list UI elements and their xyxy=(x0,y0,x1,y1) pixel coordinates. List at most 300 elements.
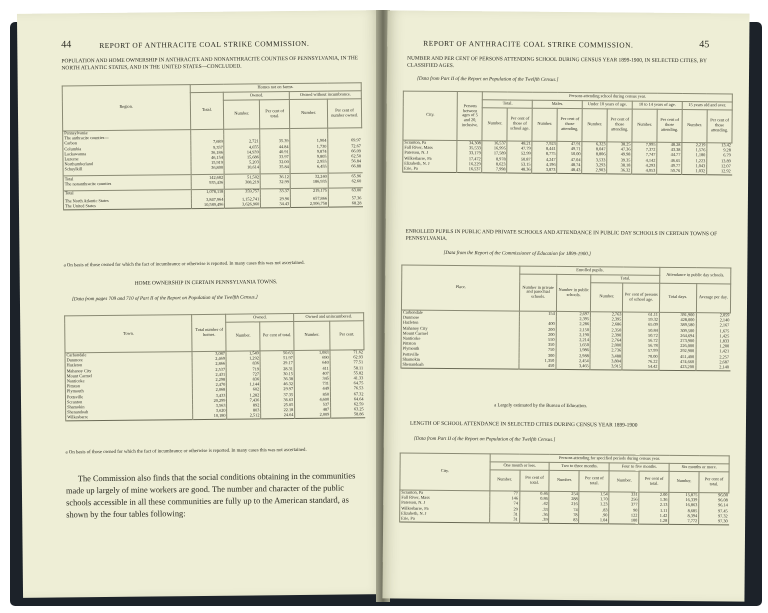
table-cell: 63.00 xyxy=(328,188,362,194)
table-cell: 25.05 xyxy=(261,403,295,409)
table-cell: 56.72 xyxy=(623,338,660,344)
table-cell: 62.93 xyxy=(330,355,364,361)
table-cell: 17,472 xyxy=(457,156,482,161)
table-cell: 57.99 xyxy=(623,349,660,355)
table-cell: 154 xyxy=(520,311,557,317)
table-cell: 56.78 xyxy=(623,343,660,349)
table-cell: 3,488 xyxy=(590,354,622,359)
col-header: Males. xyxy=(533,100,583,108)
table-cell: 2,068 xyxy=(193,388,227,394)
table-source: [Data from Part II of the Report on Population of the Twelfth Census.] xyxy=(416,76,559,83)
table-cell: 449 xyxy=(295,387,331,393)
table-cell: 5,203 xyxy=(224,160,260,166)
table-cell: 186,935 xyxy=(290,179,328,185)
col-header: Enrolled pupils. xyxy=(520,266,660,275)
table-cell: 43.38 xyxy=(657,148,682,153)
col-header: Per cent of total. xyxy=(519,470,549,491)
table-cell: 2.00 xyxy=(639,492,669,498)
table-cell: 48.28 xyxy=(657,142,682,148)
table-cell: 200 xyxy=(519,332,556,338)
row-label: The anthracite counties— xyxy=(63,135,191,142)
footnote: a On basis of those owned for which the fact of incumbrance or otherwise is reported. In many cases this was not ascertained. xyxy=(63,260,305,269)
row-label: Fall River, Mass xyxy=(400,496,490,502)
table-cell: 66.88 xyxy=(328,164,362,170)
table-cell: 2,395 xyxy=(556,317,590,322)
table-cell: 3,847,964 xyxy=(191,198,225,204)
table-cell: 474,660 xyxy=(659,359,696,365)
table-cell: 2,512 xyxy=(227,414,261,420)
row-label: Northumberland xyxy=(63,161,191,168)
table-cell: 2,697 xyxy=(556,311,590,317)
table-cell: 7,436 xyxy=(227,398,261,404)
table-cell: 48.21 xyxy=(507,141,532,147)
table-source: [Data from Part II of the Report on Population of the Twelfth Census.] xyxy=(413,436,556,443)
table-cell: 309,500 xyxy=(659,328,696,334)
table-cell: 1.54 xyxy=(579,491,609,497)
row-label: Wilkesbarre xyxy=(66,414,194,421)
table-cell: 389,580 xyxy=(659,323,696,329)
table-cell: 0.86 xyxy=(519,497,549,502)
row-label: Pittston xyxy=(65,383,193,390)
table-cell: 3,873 xyxy=(532,168,557,174)
table-cell: 288 xyxy=(549,497,579,502)
table-cell: .36 xyxy=(519,512,549,517)
table-cell: 3,433 xyxy=(193,393,227,399)
table-cell: 16,537 xyxy=(482,141,507,147)
col-header: Number in private and parochial schools. xyxy=(520,274,557,311)
col-header: Persons attending for specified periods during census year. xyxy=(490,454,729,464)
table-cell: 1,200 xyxy=(696,344,730,349)
table-cell: 53.15 xyxy=(507,162,532,167)
table-cell: 54.42 xyxy=(622,364,659,370)
table-cell: 2,214 xyxy=(556,338,590,343)
table-cell: 22.18 xyxy=(261,408,295,414)
table-cell: 50.72 xyxy=(623,333,660,339)
table-cell: 1,421 xyxy=(696,349,730,354)
table-cell: 29.97 xyxy=(261,387,295,393)
table-cell: 377 xyxy=(609,503,639,508)
table-cell: 727 xyxy=(227,372,261,378)
running-header: REPORT OF ANTHRACITE COAL STRIKE COMMISSION. xyxy=(99,38,310,51)
table-cell: 8,685 xyxy=(669,508,699,513)
col-header: One month or less. xyxy=(490,462,550,470)
body-paragraph: The Commission also finds that the social conditions obtaining in the communities made up largely of mine workers are good. The number and character of the public schools accessible in all these communities are fully up to the American standard, as shown by the four tables following: xyxy=(65,471,356,520)
table-cell: 254 xyxy=(549,491,579,497)
table-cell: 4,600 xyxy=(295,397,331,403)
row-label: Luzerne xyxy=(63,156,191,163)
table-cell: 3,465 xyxy=(556,364,590,370)
table-cell: 273,900 xyxy=(659,339,696,345)
row-label: Shamokin xyxy=(66,404,194,411)
table-cell: 836 xyxy=(226,362,260,368)
table-cell: 2,286 xyxy=(556,322,590,327)
col-header: Total number of homes. xyxy=(192,314,226,351)
table-cell: 1,425 xyxy=(696,334,730,339)
table-cell: 57.36 xyxy=(328,196,362,202)
col-header: City. xyxy=(400,453,490,491)
table-cell: 36.63 xyxy=(261,398,295,404)
table-cell: 100 xyxy=(609,518,639,524)
col-header: Per cent of those of school age. xyxy=(507,108,532,141)
table-cell: 35.39 xyxy=(260,139,290,145)
table-cell: 33.37 xyxy=(261,188,291,194)
table-cell: 3,563 xyxy=(193,404,227,410)
table-cell: 35,533 xyxy=(457,146,482,151)
table-cell: 6,455 xyxy=(290,165,328,171)
table-cell: 47.36 xyxy=(607,147,632,152)
table-cell: 68.28 xyxy=(329,201,363,207)
table-cell: 62.50 xyxy=(328,154,362,160)
table-cell: 64.75 xyxy=(330,381,364,387)
col-header: Per cent of total. xyxy=(260,321,294,350)
table-cell: 8,978 xyxy=(482,157,507,162)
table-cell: 2,721 xyxy=(224,140,260,146)
table-cell: 2,000 xyxy=(590,343,622,348)
table-cell: 64.64 xyxy=(331,397,365,403)
table-cell: 69.97 xyxy=(328,139,362,145)
table-cell: 1.04 xyxy=(579,518,609,524)
table-cell: 226,000 xyxy=(659,344,696,350)
table-cell: 32,240 xyxy=(290,174,328,180)
table-cell: 451,400 xyxy=(659,354,696,360)
footnote: a On basis of those owned for which the fact of incumbrance or otherwise is reported. In many cases this was not ascertained. xyxy=(65,447,307,456)
table-cell: 10,180 xyxy=(193,414,227,420)
table-cell: 34,308 xyxy=(457,140,482,146)
table-cell: 29.17 xyxy=(260,361,294,367)
table-cell: 44.77 xyxy=(657,153,682,158)
table-cell: 750 xyxy=(519,348,556,354)
table-length-of-attendance xyxy=(399,453,730,526)
table-cell: 4,053 xyxy=(632,168,657,174)
table-cell: 1,576 xyxy=(682,148,707,153)
table-cell: 2,257 xyxy=(696,355,730,360)
table-cell: 62.59 xyxy=(331,402,365,408)
table-cell: 1,904 xyxy=(290,139,328,145)
row-label: Schuylkill xyxy=(63,166,191,173)
col-header: Total. xyxy=(483,100,533,108)
table-cell: 50.63 xyxy=(260,350,294,356)
table-cell: 1,730 xyxy=(290,144,328,150)
table-cell: 9,874 xyxy=(290,149,328,155)
table-cell: 63.25 xyxy=(331,407,365,413)
table-cell: 256 xyxy=(609,497,639,502)
table-cell: 122 xyxy=(609,513,639,518)
col-header: Per cent of number owned. xyxy=(327,99,361,128)
table-enrolled-pupils xyxy=(400,265,731,372)
table-cell: 56.84 xyxy=(328,159,362,165)
table-cell: 550 xyxy=(519,337,556,343)
table-cell: 4,293 xyxy=(632,163,657,168)
table-cell: 97.45 xyxy=(699,509,729,514)
row-label: Erie, Pa xyxy=(400,516,490,522)
col-header: Per cent of total. xyxy=(699,472,729,493)
table-cell: 1.70 xyxy=(579,497,609,502)
table-cell: 1.23 xyxy=(579,502,609,507)
table-cell: 4,196 xyxy=(532,162,557,167)
table-cell: 36,186 xyxy=(190,150,224,156)
table-home-ownership-counties xyxy=(62,82,363,210)
col-header: Owned without incumbrance. xyxy=(289,91,361,100)
row-label: Nanticoke xyxy=(65,378,193,385)
row-label: Scranton, Pa xyxy=(403,140,458,146)
table-cell: 2,390 xyxy=(590,333,622,338)
col-header: Number. xyxy=(490,470,520,491)
col-header: Total days. xyxy=(659,283,696,312)
table-cell: 146 xyxy=(489,496,519,501)
table-cell: 1,650 xyxy=(556,343,590,348)
table-cell: 15,686 xyxy=(224,155,260,161)
table-cell: 31 xyxy=(489,517,519,523)
table-cell: .90 xyxy=(579,513,609,518)
table-cell: 9,805 xyxy=(290,154,328,160)
row-label: Hazleton xyxy=(401,321,519,327)
table-cell: 2,219 xyxy=(682,142,707,148)
table-cell: 1,180 xyxy=(682,153,707,158)
row-label: Carbondale xyxy=(65,352,193,359)
col-header: Number. xyxy=(669,471,699,492)
table-cell: 65.96 xyxy=(328,173,362,179)
table-cell: 83 xyxy=(549,518,579,524)
table-cell: 29.96 xyxy=(261,197,291,203)
row-label: Scranton xyxy=(65,399,193,406)
table-cell: 96.00 xyxy=(699,493,729,499)
table-cell: 49.98 xyxy=(607,153,632,158)
row-label: Mount Carmel xyxy=(65,373,193,380)
table-cell: 24.64 xyxy=(261,413,295,419)
table-cell: 3,293 xyxy=(582,163,607,168)
table-cell: 17,589 xyxy=(482,152,507,157)
table-cell: 657,866 xyxy=(291,197,329,203)
table-cell: 47.91 xyxy=(557,141,582,147)
col-header: Under 10 years of age. xyxy=(582,101,632,109)
table-cell: 46,154 xyxy=(190,156,224,162)
table-cell: 1,043 xyxy=(682,164,707,169)
row-label: Shenandoah xyxy=(401,362,519,369)
table-cell: 6.79 xyxy=(707,153,732,158)
table-cell: 76.22 xyxy=(622,359,659,365)
table-cell: 719 xyxy=(227,367,261,373)
table-cell: 16,537 xyxy=(457,167,482,173)
table-cell: 2,988 xyxy=(556,353,590,358)
table-cell: 15,919 xyxy=(191,161,225,167)
row-label: Carbon xyxy=(63,140,191,147)
table-cell: 391,900 xyxy=(659,312,696,318)
table-cell: 66.09 xyxy=(328,149,362,155)
table-cell: 1,144 xyxy=(227,382,261,388)
table-cell: 29 xyxy=(489,507,519,512)
table-cell: 428,000 xyxy=(659,318,696,324)
table-cell: 2,298 xyxy=(193,378,227,384)
table-source: [Data from the Report of the Commissioner of Education for 1899-1900.] xyxy=(443,250,591,258)
table-cell: 2,686 xyxy=(591,322,623,327)
table-cell: 1,078,118 xyxy=(191,189,225,195)
table-cell: 2,537 xyxy=(193,367,227,373)
table-cell: 350 xyxy=(519,343,556,349)
table-home-ownership-towns xyxy=(64,312,365,422)
col-header: Persons between ages of 5 and 20, inclusive. xyxy=(457,92,482,141)
table-cell: 72.67 xyxy=(328,144,362,150)
table-cell: 40.91 xyxy=(260,150,290,156)
table-row xyxy=(401,362,730,371)
col-header: Number. xyxy=(609,471,639,492)
table-cell: 850 xyxy=(295,392,331,398)
table-cell: 308,219 xyxy=(225,180,261,186)
col-header: Total. xyxy=(591,275,660,284)
table-cell: 4,655 xyxy=(224,145,260,151)
table-cell: 2,454 xyxy=(556,358,590,363)
col-header: Number. xyxy=(224,100,260,129)
table-cell: 892 xyxy=(227,403,261,409)
table-cell: 219,175 xyxy=(290,188,328,194)
col-header: Per cent of those attending. xyxy=(607,109,632,142)
col-header: Number. xyxy=(226,322,260,351)
right-page xyxy=(382,10,749,601)
table-cell: 48.43 xyxy=(557,168,582,174)
table-cell: 38.18 xyxy=(607,163,632,168)
table-cell: 2,903 xyxy=(582,168,607,174)
table-cell: 4,142 xyxy=(632,158,657,163)
table-cell: 59.32 xyxy=(623,318,660,324)
table-cell: 9,357 xyxy=(190,145,224,151)
table-cell: 7,372 xyxy=(632,148,657,153)
table-cell: 1,083 xyxy=(294,350,330,356)
table-cell: 58.86 xyxy=(331,412,365,418)
table-cell: 3,804 xyxy=(590,359,622,364)
col-header: Number. xyxy=(591,283,624,312)
table-cell: 2,395 xyxy=(591,317,623,322)
table-cell: 2,190 xyxy=(556,333,590,338)
col-header: Number. xyxy=(632,109,657,142)
table-cell: 32.99 xyxy=(261,180,291,186)
table-cell: 12.92 xyxy=(707,169,732,175)
table-cell: .83 xyxy=(579,508,609,513)
table-school-attendance-ages xyxy=(402,91,733,176)
table-cell: 264,694 xyxy=(659,333,696,339)
row-label: The North Atlantic States xyxy=(63,198,191,205)
table-cell: 1.42 xyxy=(639,513,669,518)
table-cell: 2,764 xyxy=(590,338,622,343)
table-cell: 407 xyxy=(294,371,330,377)
table-title: ENROLLED PUPILS IN PUBLIC AND PRIVATE SCHOOLS AND ATTENDANCE IN PUBLIC DAY SCHOOLS IN CERTAIN TOWNS OF PENNSYLVANIA. xyxy=(405,228,718,242)
table-cell: 2,469 xyxy=(193,357,227,363)
col-header: Total. xyxy=(190,92,224,129)
table-cell: 400 xyxy=(520,322,557,328)
table-cell: 48.36 xyxy=(507,167,532,173)
row-label: Scranton, Pa xyxy=(400,490,490,496)
table-cell: 51.97 xyxy=(260,356,294,362)
table-cell: 200 xyxy=(520,327,557,333)
table-cell: 1,152,741 xyxy=(225,197,261,203)
row-label: Mount Carmel xyxy=(401,331,519,337)
table-cell: 3,620 xyxy=(193,409,227,415)
table-cell: 331 xyxy=(609,492,639,498)
table-cell: 2,431 xyxy=(193,372,227,378)
table-cell: 16,339 xyxy=(669,498,699,503)
table-cell: 96.14 xyxy=(699,503,729,508)
table-cell: 33.97 xyxy=(260,155,290,161)
table-cell: 2,736 xyxy=(590,348,622,353)
row-label: Shenandoah xyxy=(66,409,194,416)
col-header: Persons attending school during census year. xyxy=(483,92,733,102)
col-header: Per cent of total. xyxy=(639,471,669,492)
table-cell: 1,292 xyxy=(226,357,260,363)
table-cell: 1.11 xyxy=(639,508,669,513)
row-label: Total xyxy=(63,175,191,182)
row-label: Lackawanna xyxy=(63,151,191,158)
col-header: Owned. xyxy=(226,314,294,323)
table-cell: 74 xyxy=(549,507,579,512)
table-cell: 97.30 xyxy=(699,519,729,525)
table-cell: 78 xyxy=(549,512,579,517)
table-cell: 7,923 xyxy=(532,141,557,147)
table-cell: 20,299 xyxy=(193,398,227,404)
table-cell: 39.35 xyxy=(607,158,632,163)
table-cell: 71.62 xyxy=(330,350,364,356)
col-header: Region. xyxy=(62,85,190,131)
table-cell: 2,140 xyxy=(696,318,730,323)
table-cell: 2,167 xyxy=(696,323,730,328)
col-header: 15 years old and over. xyxy=(682,101,732,109)
col-header: Per cent of those attending. xyxy=(707,110,732,143)
col-header: Number. xyxy=(682,109,707,142)
table-cell: 1,282 xyxy=(227,393,261,399)
table-cell: 67.32 xyxy=(331,392,365,398)
table-cell: 2,763 xyxy=(591,312,623,318)
table-cell: 836 xyxy=(227,377,261,383)
table-cell: 50.87 xyxy=(507,157,532,162)
col-header: Owned and unincumbered. xyxy=(294,313,364,322)
row-label: Elizabeth, N. J xyxy=(403,161,457,167)
row-label: Shamokin xyxy=(401,357,519,363)
table-cell: 46.32 xyxy=(261,382,295,388)
table-cell: 97.32 xyxy=(699,514,729,519)
table-cell: 0.46 xyxy=(519,491,549,497)
table-cell: 36.38 xyxy=(261,377,295,383)
row-label: Plymouth xyxy=(65,388,193,395)
table-cell: 1,223 xyxy=(682,158,707,163)
table-cell: 2,150 xyxy=(556,327,590,332)
table-cell: 58.11 xyxy=(330,366,364,372)
row-label: Dunmore xyxy=(401,316,519,322)
table-cell: 731 xyxy=(295,382,331,388)
table-cell: 51,502 xyxy=(225,174,261,180)
table-cell: 8,806 xyxy=(582,152,607,157)
table-cell: 142,682 xyxy=(191,175,225,181)
col-header: Number. xyxy=(532,108,557,141)
table-cell: 4,247 xyxy=(532,157,557,162)
table-cell: 70.00 xyxy=(622,354,659,360)
table-cell: 537 xyxy=(295,402,331,408)
table-cell: 2,140 xyxy=(695,365,730,371)
row-label: Mahanoy City xyxy=(401,326,519,332)
table-cell: 7,689 xyxy=(190,140,224,146)
row-label: Pottsville xyxy=(401,352,519,358)
table-cell: 8,775 xyxy=(532,152,557,157)
table-cell: 2.13 xyxy=(639,503,669,508)
col-header: Number. xyxy=(294,321,330,350)
table-cell: 602 xyxy=(227,388,261,394)
table-cell: 13.42 xyxy=(707,143,732,149)
table-cell: 450 xyxy=(519,363,556,369)
table-cell: 47.79 xyxy=(507,147,532,152)
table-cell: 15,875 xyxy=(669,492,699,498)
table-cell: 52.99 xyxy=(507,152,532,157)
table-cell: 28.31 xyxy=(260,367,294,373)
running-header: REPORT OF ANTHRACITE COAL STRIKE COMMISSION. xyxy=(423,38,634,50)
table-cell: 30.15 xyxy=(261,372,295,378)
table-cell: 35.84 xyxy=(260,165,290,171)
table-cell: 31 xyxy=(489,512,519,517)
